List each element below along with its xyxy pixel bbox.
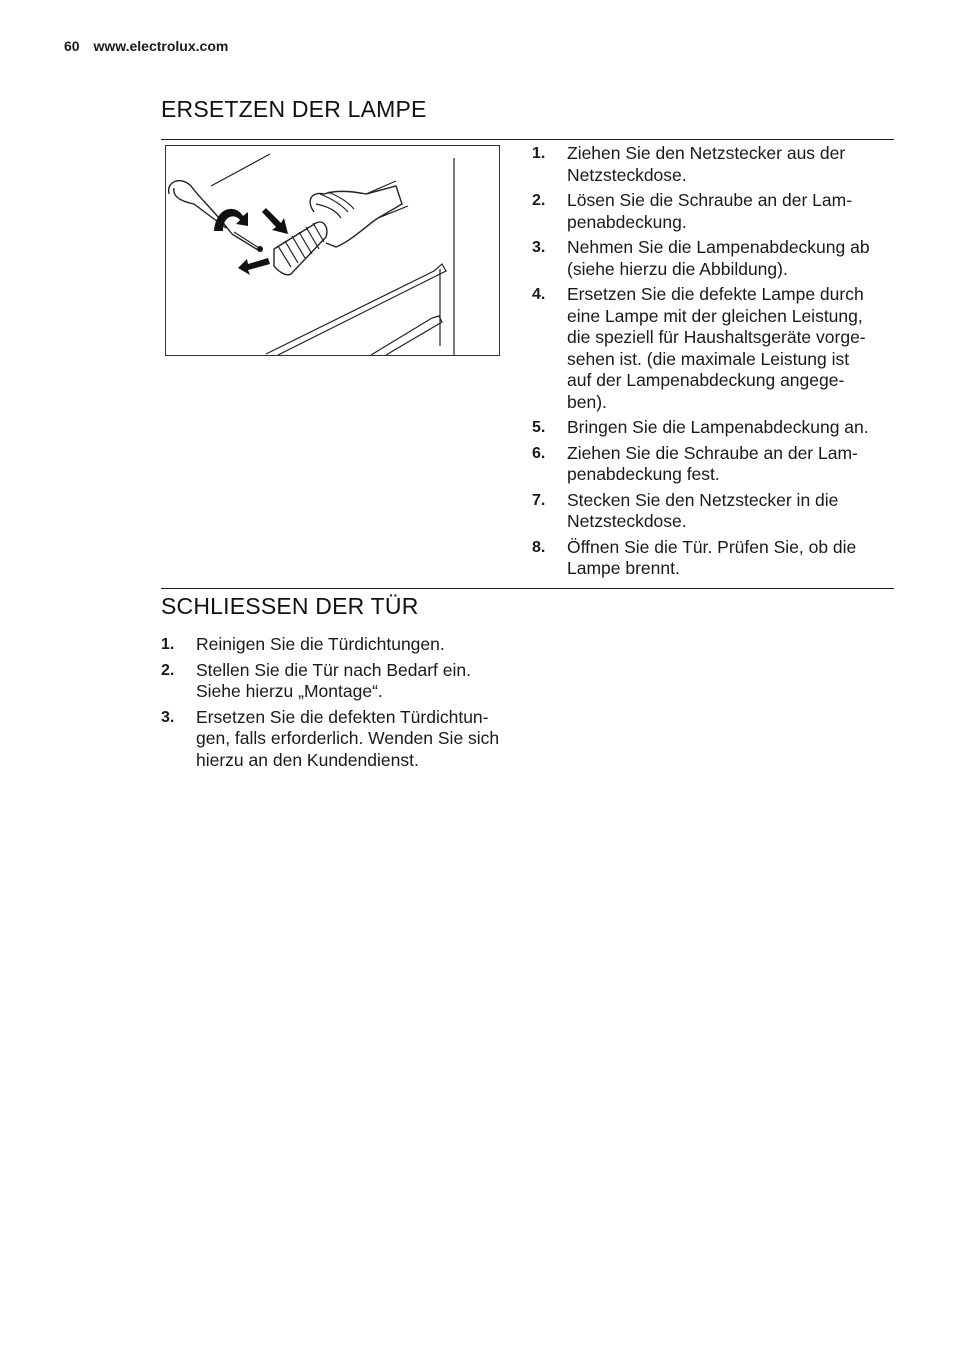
step-text: gen, falls erforderlich. Wenden Sie sich	[196, 728, 500, 748]
step-text: ben).	[567, 391, 607, 412]
step-text: Lampe brennt.	[567, 558, 680, 578]
step-number: 3.	[161, 708, 175, 726]
step-number: 2.	[161, 661, 175, 679]
lamp-illustration-svg	[166, 146, 499, 355]
step-number: 5.	[532, 419, 546, 436]
list-item	[532, 443, 902, 486]
door-steps-list	[161, 634, 521, 775]
step-number: 1.	[532, 145, 546, 162]
list-item	[532, 237, 902, 280]
list-item	[532, 490, 902, 533]
list-item	[532, 537, 902, 580]
step-text: Netzsteckdose.	[567, 511, 687, 531]
step-number: 6.	[532, 444, 546, 462]
step-text: auf der Lampenabdeckung angege-	[567, 370, 845, 390]
list-item	[161, 707, 521, 772]
step-text: Ziehen Sie die Schraube an der Lam-	[567, 442, 858, 463]
list-item	[532, 190, 902, 233]
step-text: die speziell für Haushaltsgeräte vorge-	[567, 327, 866, 347]
step-text: Stellen Sie die Tür nach Bedarf ein.	[196, 659, 471, 680]
step-text: Bringen Sie die Lampenabdeckung an.	[567, 417, 869, 437]
section-divider-top	[161, 139, 894, 140]
step-text: Stecken Sie den Netzstecker in die	[567, 489, 839, 510]
lamp-steps-list	[532, 143, 902, 584]
step-text: penabdeckung.	[567, 211, 687, 232]
list-item	[161, 634, 521, 656]
step-text: (siehe hierzu die Abbildung).	[567, 258, 788, 279]
step-number: 4.	[532, 286, 546, 303]
step-text: Ersetzen Sie die defekte Lampe durch	[567, 284, 864, 304]
step-text: Öffnen Sie die Tür. Prüfen Sie, ob die	[567, 536, 857, 557]
step-text: Lösen Sie die Schraube an der Lam-	[567, 190, 853, 210]
page-header	[64, 38, 228, 54]
step-text: Netzsteckdose.	[567, 164, 687, 185]
lamp-replacement-illustration	[165, 145, 500, 356]
section-title-lamp: ERSETZEN DER LAMPE	[161, 96, 427, 122]
section-title-door: SCHLIESSEN DER TÜR	[161, 593, 419, 619]
step-text: Siehe hierzu „Montage“.	[196, 681, 383, 701]
list-item	[532, 143, 902, 186]
step-number: 8.	[532, 538, 546, 556]
step-number: 3.	[532, 239, 546, 256]
list-item	[161, 660, 521, 703]
list-item	[532, 284, 902, 413]
step-text: Ersetzen Sie die defekten Türdichtun-	[196, 706, 489, 727]
step-number: 2.	[532, 192, 546, 209]
step-text: Nehmen Sie die Lampenabdeckung ab	[567, 237, 870, 257]
step-text: eine Lampe mit der gleichen Leistung,	[567, 305, 863, 326]
website-link[interactable]: www.electrolux.com	[93, 38, 229, 54]
step-text: Ziehen Sie den Netzstecker aus der	[567, 143, 846, 163]
step-text: penabdeckung fest.	[567, 464, 720, 484]
step-text: sehen ist. (die maximale Leistung ist	[567, 348, 850, 369]
page-number: 60	[64, 38, 80, 54]
section-divider-bottom	[161, 588, 894, 589]
step-text: hierzu an den Kundendienst.	[196, 749, 419, 770]
step-text: Reinigen Sie die Türdichtungen.	[196, 634, 445, 654]
step-number: 7.	[532, 491, 546, 509]
step-number: 1.	[161, 636, 175, 653]
list-item	[532, 417, 902, 439]
